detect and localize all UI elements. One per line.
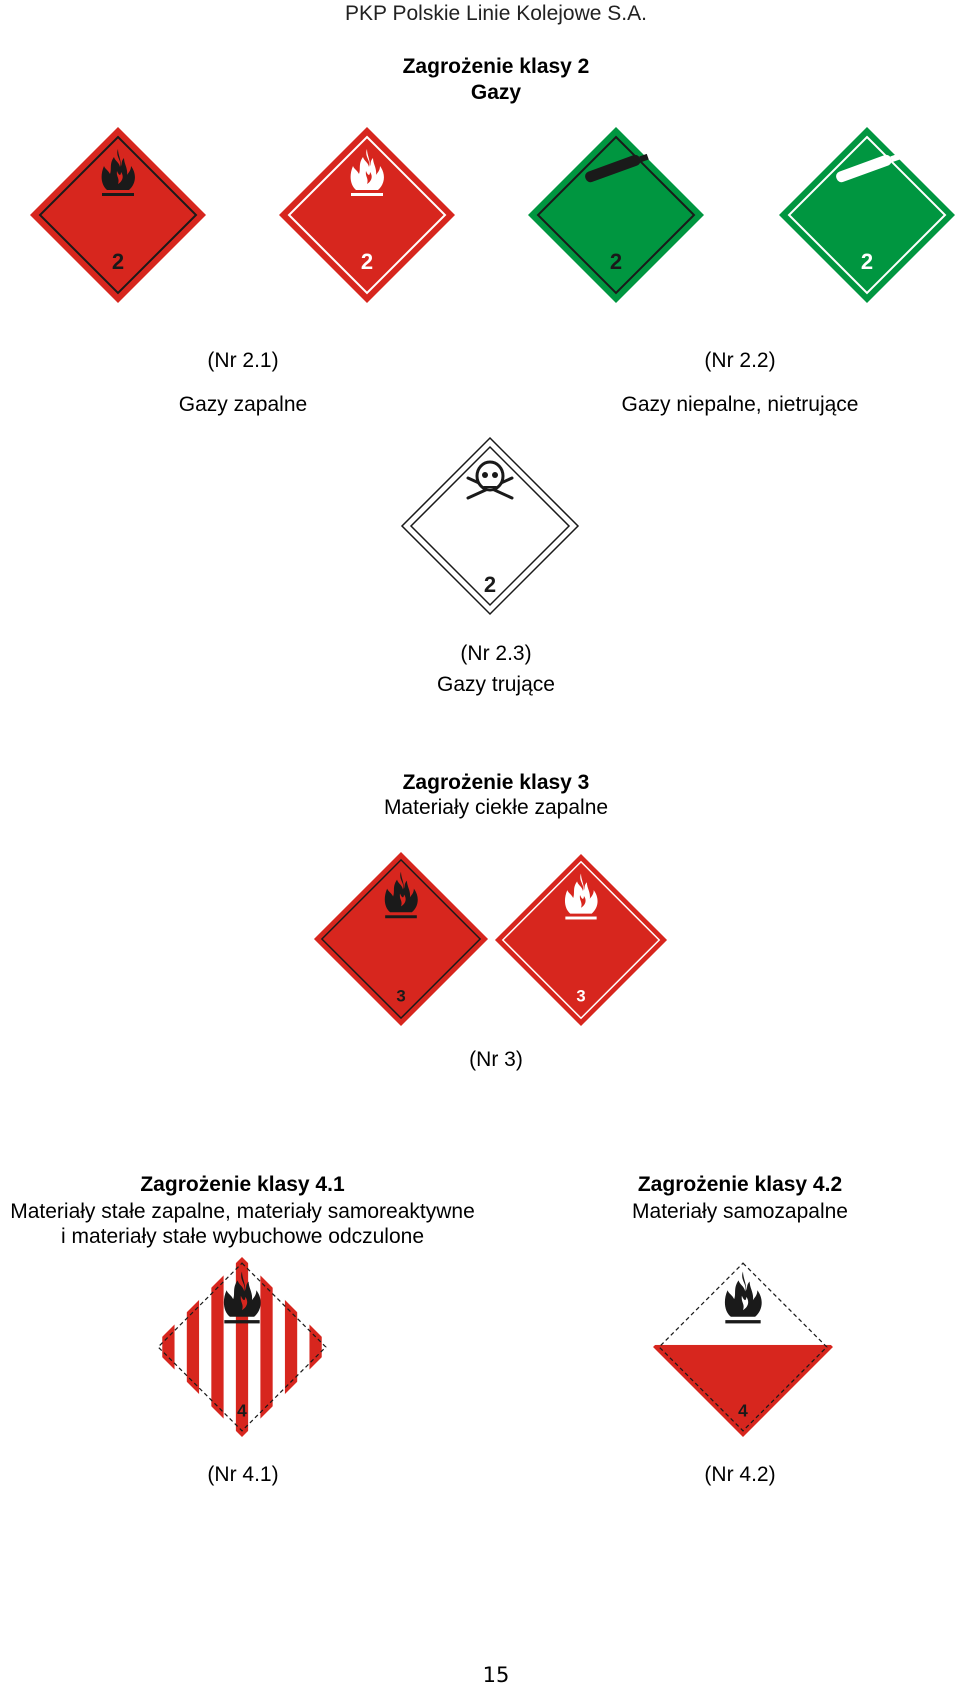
hazard-label-3-white [493,852,669,1028]
nr-2-3-name: Gazy trujące [437,673,555,696]
page-number: 15 [482,1663,510,1687]
class2-title: Zagrożenie klasy 2 [402,55,590,78]
nr-3-code: (Nr 3) [469,1048,523,1071]
nr-2-1-name: Gazy zapalne [178,393,308,416]
class-number: 2 [483,572,497,597]
nr-2-3-code: (Nr 2.3) [460,642,532,665]
hazard-label-2-2-white [777,125,957,305]
class3-subtitle: Materiały ciekłe zapalne [383,796,609,819]
class-number: 3 [396,986,406,1006]
hazard-label-4-1 [150,1255,334,1439]
class41-line2: i materiały stałe wybuchowe odczulone [60,1225,425,1248]
class-number: 2 [860,249,874,274]
class-number: 4 [738,1400,748,1421]
class42-line1: Materiały samozapalne [632,1200,848,1223]
class42-title: Zagrożenie klasy 4.2 [637,1173,843,1196]
hazard-label-2-1-white [277,125,457,305]
class-number: 2 [111,249,125,274]
hazard-label-2-1-black [28,125,208,305]
hazard-label-3-black [312,850,490,1028]
hazard-label-4-2 [651,1255,835,1439]
nr-2-1-code: (Nr 2.1) [207,349,279,372]
document-header: PKP Polskie Linie Kolejowe S.A. [345,2,647,25]
nr-4-1-code: (Nr 4.1) [207,1463,279,1486]
class2-subtitle: Gazy [470,81,522,104]
class41-line1: Materiały stałe zapalne, materiały samoreaktywne [10,1200,475,1223]
class-number: 3 [576,986,586,1006]
hazard-label-2-2-black [526,125,706,305]
class3-title: Zagrożenie klasy 3 [402,771,590,794]
class-number: 2 [360,249,374,274]
nr-4-2-code: (Nr 4.2) [704,1463,776,1486]
nr-2-2-name: Gazy niepalne, nietrujące [621,393,859,416]
class41-title: Zagrożenie klasy 4.1 [140,1173,345,1196]
class-number: 2 [609,249,623,274]
nr-2-2-code: (Nr 2.2) [704,349,776,372]
class-number: 4 [237,1400,247,1421]
hazard-label-2-3 [400,436,580,616]
